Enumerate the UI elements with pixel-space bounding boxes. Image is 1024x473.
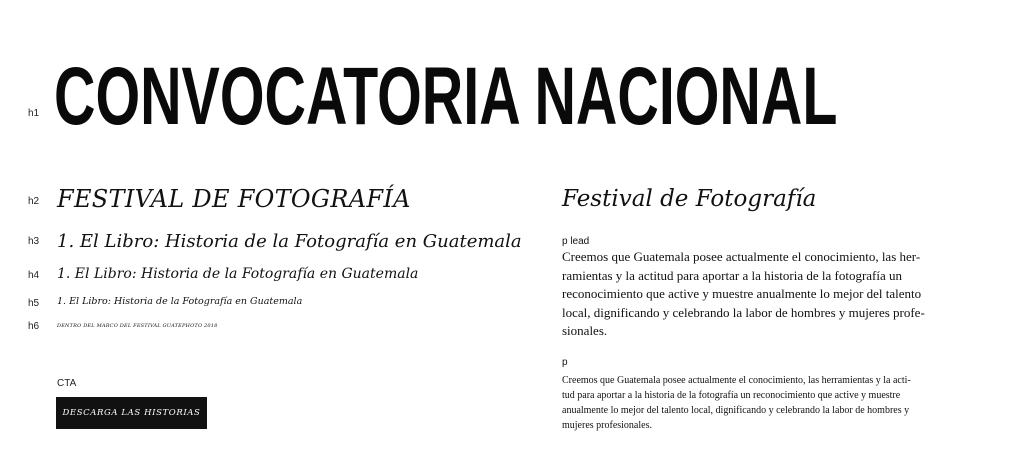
- lead-paragraph-line: reconocimiento que active y muestre anualmente lo mejor del talento: [562, 286, 922, 301]
- h6-heading: DENTRO DEL MARCO DEL FESTIVAL GUATEPHOTO 2018: [57, 323, 218, 329]
- h4-tag-label: h4: [28, 270, 40, 281]
- p-lead-tag-label: p lead: [562, 236, 590, 247]
- festival-title: Festival de Fotografía: [562, 186, 817, 212]
- body-paragraph-line: mujeres profesionales.: [562, 420, 652, 431]
- download-stories-button[interactable]: DESCARGA LAS HISTORIAS: [56, 397, 207, 429]
- body-paragraph-line: anualmente lo mejor del talento local, dignificando y celebrando la labor de hombres y: [562, 405, 910, 416]
- body-paragraph-line: Creemos que Guatemala posee actualmente el conocimiento, las herramientas y la acti-: [562, 375, 911, 386]
- h3-heading: 1. El Libro: Historia de la Fotografía en Guatemala: [57, 231, 522, 252]
- h3-tag-label: h3: [28, 236, 40, 247]
- cta-tag-label: CTA: [57, 378, 77, 389]
- lead-paragraph-line: local, dignificando y celebrando la labor de hombres y mujeres profe-: [562, 304, 925, 320]
- lead-paragraph-line: Creemos que Guatemala posee actualmente el conocimiento, las her-: [562, 249, 921, 264]
- body-paragraph-line: tud para aportar a la historia de la fotografía un reconocimiento que active y muestre: [562, 390, 901, 401]
- h5-heading: 1. El Libro: Historia de la Fotografía en Guatemala: [57, 296, 303, 307]
- h5-tag-label: h5: [28, 298, 40, 309]
- h4-heading: 1. El Libro: Historia de la Fotografía en Guatemala: [57, 266, 419, 282]
- h2-heading: FESTIVAL DE FOTOGRAFÍA: [57, 185, 411, 213]
- lead-paragraph-line: sionales.: [562, 323, 608, 338]
- h1-tag-label: h1: [28, 108, 40, 119]
- body-paragraph: [562, 373, 962, 433]
- p-tag-label: p: [562, 357, 568, 368]
- lead-paragraph: [562, 248, 962, 341]
- h2-tag-label: h2: [28, 196, 40, 207]
- lead-paragraph-line: ramientas y la actitud para aportar a la historia de la fotografía un: [562, 267, 903, 283]
- h1-heading: CONVOCATORIA NACIONAL: [54, 51, 838, 142]
- h6-tag-label: h6: [28, 321, 40, 332]
